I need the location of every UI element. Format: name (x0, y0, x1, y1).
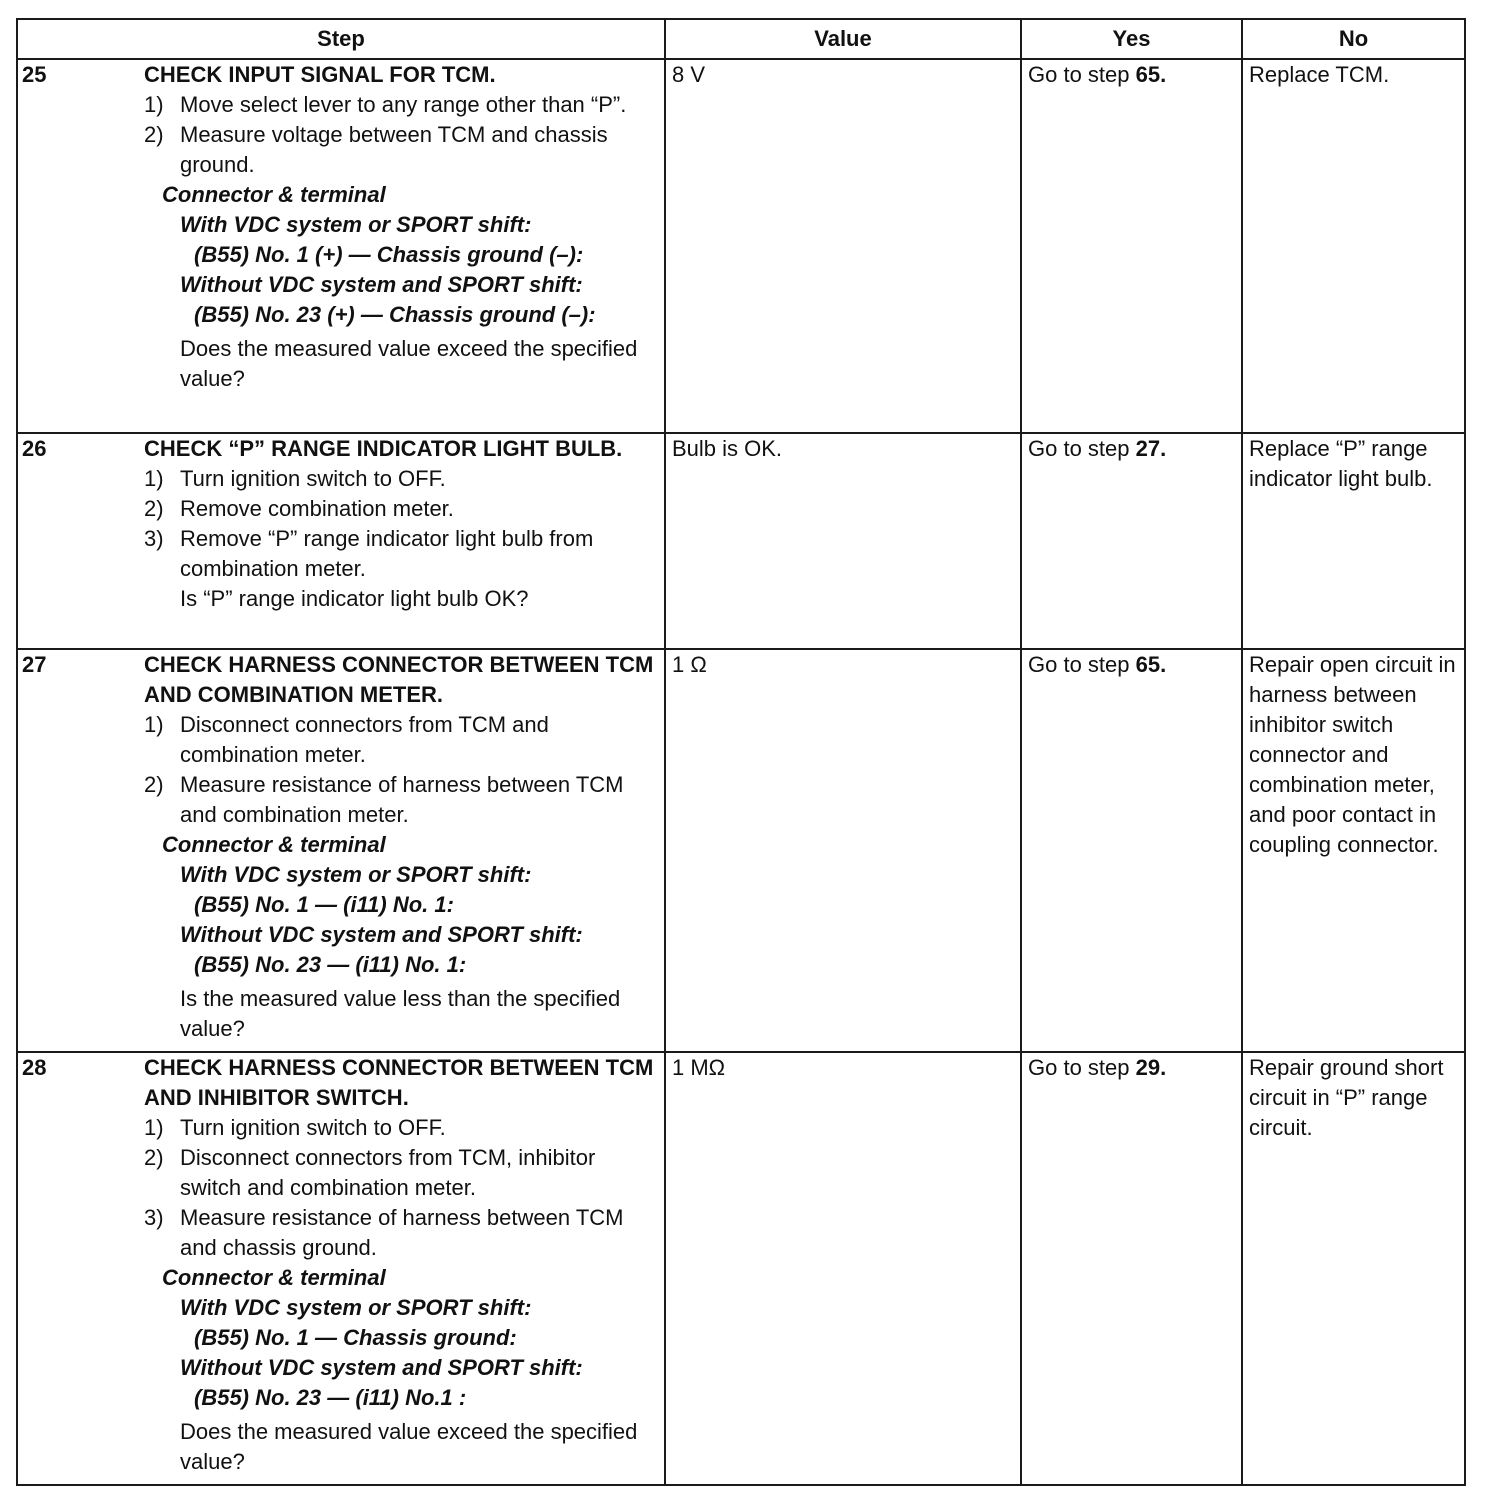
yes-step-link: 65. (1135, 62, 1167, 87)
connector-label: Connector & terminal (162, 182, 386, 207)
with-vdc-label: With VDC system or SPORT shift: (180, 862, 532, 887)
step-number: 25 (22, 62, 47, 87)
no-cell: Replace “P” range indicator light bulb. (1242, 433, 1465, 649)
with-vdc-terminal: (B55) No. 1 — Chassis ground: (194, 1325, 517, 1350)
value-cell: 1 Ω (665, 649, 1021, 1052)
step-question: Is “P” range indicator light bulb OK? (180, 586, 529, 611)
yes-cell: Go to step 27. (1021, 433, 1242, 649)
yes-cell: Go to step 65. (1021, 59, 1242, 433)
with-vdc-label: With VDC system or SPORT shift: (180, 1295, 532, 1320)
yes-step-link: 29. (1135, 1055, 1167, 1080)
procedure-item: 3) Remove “P” range indicator light bulb from combination meter. (144, 526, 594, 581)
without-vdc-terminal: (B55) No. 23 (+) — Chassis ground (–): (194, 302, 596, 327)
yes-step-link: 65. (1135, 652, 1167, 677)
diagnostic-table (16, 18, 1466, 1486)
value-cell: Bulb is OK. (665, 433, 1021, 649)
step-title: CHECK INPUT SIGNAL FOR TCM. (144, 62, 496, 87)
without-vdc-label: Without VDC system and SPORT shift: (180, 922, 583, 947)
step-question: Is the measured value less than the specified value? (180, 986, 621, 1041)
step-number: 26 (22, 436, 47, 461)
step-cell (17, 433, 665, 649)
step-cell (17, 59, 665, 433)
procedure-item: 2) Disconnect connectors from TCM, inhibitor switch and combination meter. (144, 1145, 596, 1200)
step-title: CHECK HARNESS CONNECTOR BETWEEN TCM AND COMBINATION METER. (144, 652, 654, 707)
procedure-item: 2) Measure voltage between TCM and chassis ground. (144, 122, 608, 177)
procedure-item: 2) Measure resistance of harness between TCM and combination meter. (144, 772, 624, 827)
connector-label: Connector & terminal (162, 1265, 386, 1290)
header-yes: Yes (1021, 19, 1242, 59)
no-cell: Repair ground short circuit in “P” range circuit. (1242, 1052, 1465, 1485)
procedure-item: 3) Measure resistance of harness between TCM and chassis ground. (144, 1205, 624, 1260)
with-vdc-terminal: (B55) No. 1 (+) — Chassis ground (–): (194, 242, 584, 267)
with-vdc-terminal: (B55) No. 1 — (i11) No. 1: (194, 892, 454, 917)
without-vdc-terminal: (B55) No. 23 — (i11) No. 1: (194, 952, 467, 977)
no-cell: Replace TCM. (1242, 59, 1465, 433)
step-cell (17, 649, 665, 1052)
header-step: Step (17, 19, 665, 59)
header-row (17, 19, 1465, 59)
value-cell: 8 V (665, 59, 1021, 433)
yes-step-link: 27. (1135, 436, 1167, 461)
procedure-item: 1) Move select lever to any range other than “P”. (144, 92, 627, 117)
header-no: No (1242, 19, 1465, 59)
procedure-item: 1) Turn ignition switch to OFF. (144, 466, 446, 491)
table-row (17, 433, 1465, 649)
table-row (17, 59, 1465, 433)
yes-cell: Go to step 29. (1021, 1052, 1242, 1485)
table-row (17, 1052, 1465, 1485)
step-cell (17, 1052, 665, 1485)
step-title: CHECK HARNESS CONNECTOR BETWEEN TCM AND INHIBITOR SWITCH. (144, 1055, 654, 1110)
with-vdc-label: With VDC system or SPORT shift: (180, 212, 532, 237)
no-cell: Repair open circuit in harness between inhibitor switch connector and combination meter, and poor contact in coupling connector. (1242, 649, 1465, 1052)
step-number: 27 (22, 652, 47, 677)
procedure-item: 1) Turn ignition switch to OFF. (144, 1115, 446, 1140)
without-vdc-label: Without VDC system and SPORT shift: (180, 1355, 583, 1380)
step-question: Does the measured value exceed the specified value? (180, 336, 638, 391)
without-vdc-label: Without VDC system and SPORT shift: (180, 272, 583, 297)
step-question: Does the measured value exceed the specified value? (180, 1419, 638, 1474)
procedure-item: 2) Remove combination meter. (144, 496, 454, 521)
value-cell: 1 MΩ (665, 1052, 1021, 1485)
table-row (17, 649, 1465, 1052)
yes-cell: Go to step 65. (1021, 649, 1242, 1052)
without-vdc-terminal: (B55) No. 23 — (i11) No.1 : (194, 1385, 467, 1410)
header-value: Value (665, 19, 1021, 59)
procedure-item: 1) Disconnect connectors from TCM and combination meter. (144, 712, 549, 767)
connector-label: Connector & terminal (162, 832, 386, 857)
step-number: 28 (22, 1055, 47, 1080)
step-title: CHECK “P” RANGE INDICATOR LIGHT BULB. (144, 436, 623, 461)
